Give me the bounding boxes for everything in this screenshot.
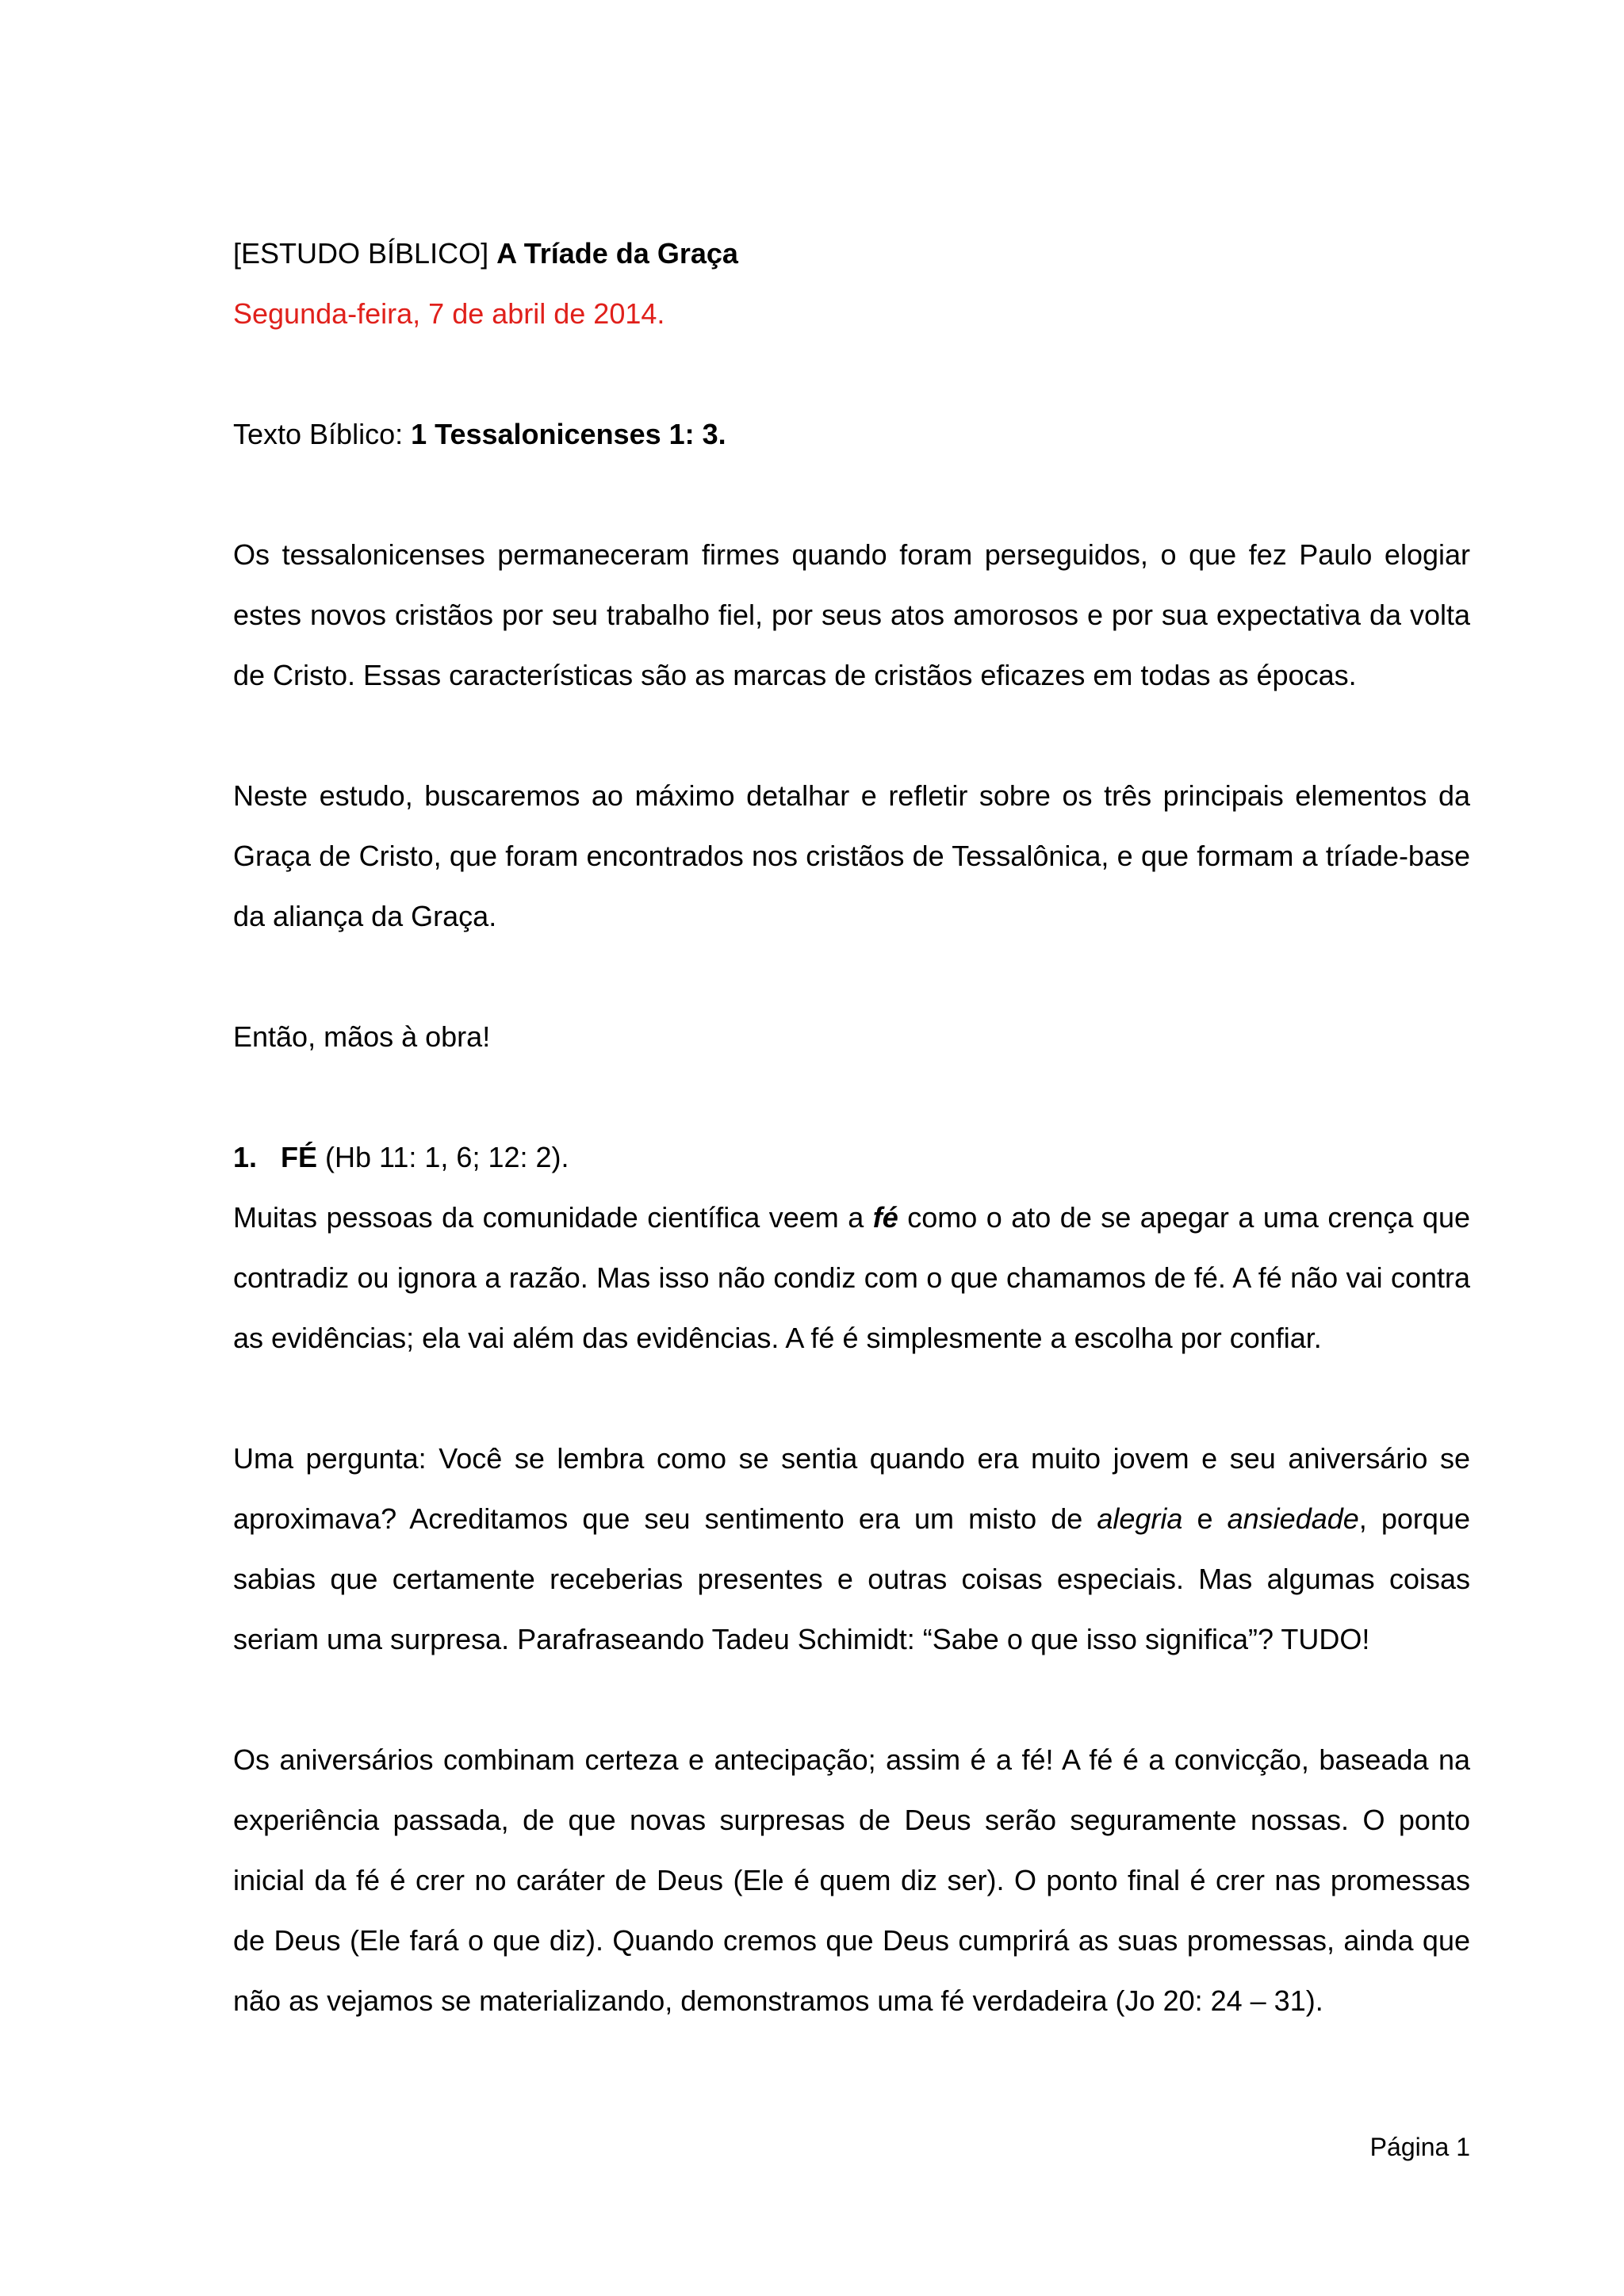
document-title (233, 224, 1470, 284)
reference-value: 1 Tessalonicenses 1: 3. (411, 418, 726, 450)
spacer (233, 465, 1470, 525)
section-1-paragraph-3: Os aniversários combinam certeza e antecipação; assim é a fé! A fé é a convicção, baseada na experiência passada, de que novas surpresas de Deus serão seguramente nossas. O ponto inicial da fé é crer no caráter de Deus (Ele é quem diz ser). O ponto final é crer nas promessas de Deus (Ele fará o que diz). Quando cremos que Deus cumprirá as suas promessas, ainda que não as vejamos se materializando, demonstramos uma fé verdadeira (Jo 20: 24 – 31). (233, 1743, 1470, 2017)
document-date: Segunda-feira, 7 de abril de 2014. (233, 297, 665, 330)
section-1-paragraph-1 (233, 1188, 1470, 1368)
section-1-number: 1. (233, 1141, 258, 1173)
section-1-title: FÉ (281, 1141, 318, 1173)
intro-paragraph-2: Neste estudo, buscaremos ao máximo detalhar e refletir sobre os três principais elementos da Graça de Cristo, que foram encontrados nos cristãos de Tessalônica, e que formam a tríade-base da aliança da Graça. (233, 779, 1470, 932)
text-run: como o ato de se apegar a uma crença que contradiz ou ignora a razão. Mas isso não condiz com o que chamamos de fé. A fé não vai contra as evidências; ela vai além das evidências. A fé é simplesmente a escolha por confiar. (233, 1201, 1470, 1354)
emphasis-ansiedade: ansiedade (1227, 1502, 1359, 1535)
emphasis-alegria: alegria (1097, 1502, 1183, 1535)
bible-reference (233, 404, 1470, 465)
spacer (233, 706, 1470, 766)
page-number: Página 1 (1369, 2133, 1470, 2161)
intro-paragraph-3: Então, mãos à obra! (233, 1020, 491, 1053)
spacer (233, 344, 1470, 404)
spacer (233, 1067, 1470, 1127)
title-tag: [ESTUDO BÍBLICO] (233, 237, 489, 270)
spacer (233, 1368, 1470, 1429)
section-1-paragraph-2 (233, 1429, 1470, 1670)
spacer (233, 947, 1470, 1007)
text-run: , porque sabias que certamente receberias presentes e outras coisas especiais. Mas algumas coisas seriam uma surpresa. Parafraseando Tadeu Schimidt: “Sabe o que isso significa”? TUDO! (233, 1502, 1470, 1655)
text-run: Muitas pessoas da comunidade científica veem a (233, 1201, 873, 1234)
title-text: A Tríade da Graça (496, 237, 738, 270)
reference-label: Texto Bíblico: (233, 418, 412, 450)
spacer (233, 1670, 1470, 1730)
emphasis-fe: fé (872, 1201, 898, 1234)
intro-paragraph-1: Os tessalonicenses permaneceram firmes quando foram perseguidos, o que fez Paulo elogiar estes novos cristãos por seu trabalho fiel, por seus atos amorosos e por sua expectativa da volta de Cristo. Essas características são as marcas de cristãos eficazes em todas as épocas. (233, 538, 1470, 691)
text-run: Uma pergunta: Você se lembra como se sentia quando era muito jovem e seu aniversário se aproximava? Acreditamos que seu sentimento era um misto de (233, 1442, 1470, 1535)
section-1-heading (233, 1127, 1470, 1188)
text-run: e (1182, 1502, 1228, 1535)
section-1-refs: (Hb 11: 1, 6; 12: 2). (317, 1141, 569, 1173)
document-body (233, 224, 1470, 2031)
